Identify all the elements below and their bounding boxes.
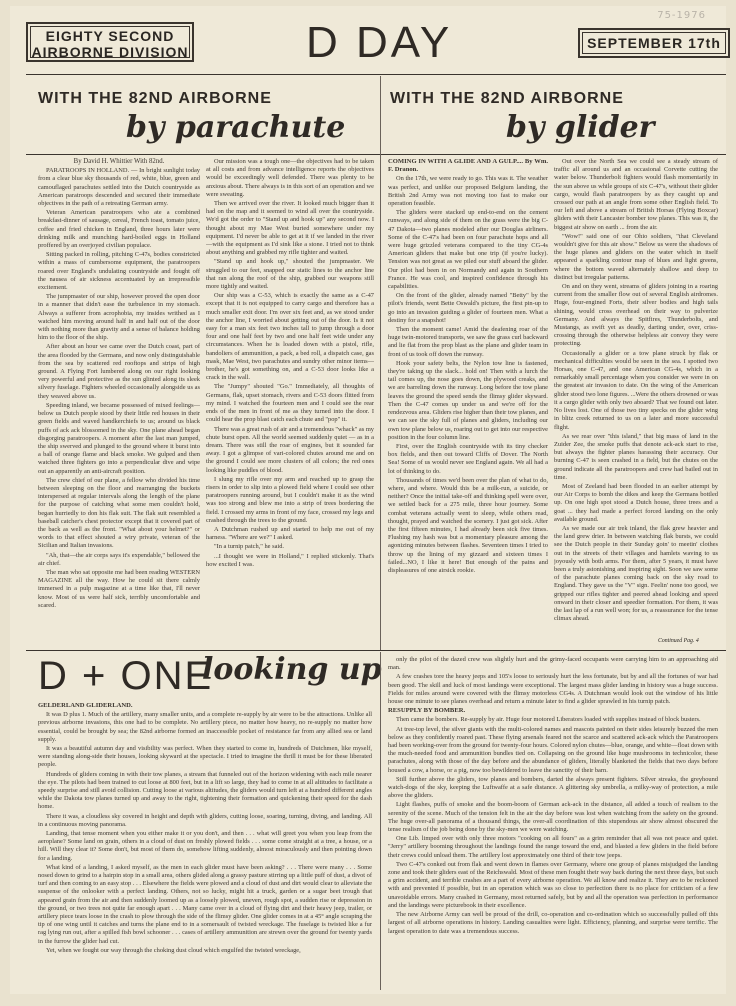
article-paragraph: Speeding inland, we became possessed of mixed feelings—below us Dutch people stood by their little red houses in their green fields and waved handkerchiefs to us; around us black puffs of ack ack blossomed in the sky. One plane ahead began disgorging paratroopers. A moment after the last man jumped, the ship swerved and plunged to the ground where it burst into a ball of orange flame and black smoke. We gulped and then watched three fighters go into a perpendicular dive and wipe out an apparently an anti-aircraft position. <box>38 401 200 475</box>
article-paragraph: only the pilot of the dazed crew was slightly hurt and the grimy-faced occupants were carrying him to an approaching aid man. <box>388 656 718 672</box>
parachute-kicker: WITH THE 82ND AIRBORNE <box>38 90 272 107</box>
page-title: D DAY <box>306 18 453 67</box>
article-paragraph: "Wow!" said one of our Ohio soldiers, "that Cleveland wouldn't give for this air show." Below us were the shadows of the huge planes and gliders on the water which in itself appeared a sparkling contour map of blues and light greens, where the bottom waved alternately shallow and deep to distinct but irregular patterns. <box>554 232 718 281</box>
continued-note: Continued Pag. 4 <box>658 638 699 644</box>
article-paragraph: After about an hour we came over the Dutch coast, part of the area flooded by the Germans, and now only distinguishable from the sea by scattered red rooftops and strips of high ground. A Flying Fort lumbered along on our right looking very powerful and protective as the sun glinted along its sleek silvery fuselage. Fighters wheeled occasionally alongside us as they weaved above us. <box>38 343 200 400</box>
article-paragraph: As we made our air trek inland, the flak grew heavier and the land grew drier. In between watching flak bursts, we could see the Dutch people in their Sunday goin' to meetin' clothes out in the streets of their villages and hamlets waving to us joyously with both arms. For them, after 5 years, it must have been a truly astonishing and inspiring sight. Soon we saw some of the parachute planes coming back on the sky road to England. They gave us the "V" sign. Feelin' none too good, we gripped our rifles tighter and peered ahead looking and speed onward in their closer and speedier formation. For them, it was the last lap of a run well won; for us, a reassurance for the tense climax ahead. <box>554 524 718 623</box>
section-divider <box>380 76 381 650</box>
glider-byline: COMING IN WITH A GLIDE AND A GULP.... By Wm. F. Dranon. <box>388 158 548 174</box>
parachute-byline: By David H. Whittier With 82nd. <box>73 158 165 165</box>
article-paragraph: What kind of a landing, I asked myself, as the men in each glider must have been asking? . . . There were many . . . Some nosed down to grind to a hairpin stop in a small area, others glided along a grassy pasture stirring up a little puff of dust, a divot of turf and then coming to an easy stop . . . Elsewhere the fields were plowed and a cloud of dust and dirt would clear to alleviate the suspense of the onlooker with a perfect landing. Others, not so lucky, might hit a truck, garden or a sugar beet trough that appeared grain from the air and then suddenly loomed up as a loosely plowed, uneven, rough spot, a sudden rise or depression in the ground, or two trees not quite far enough apart . . . Many came over in a cloud of flying dirt and their heavy jeep, trailer, or artillery piece tears loose in the crash to plow through the side of the flimsy glider. One glider comes in at a 45° angle scraping the tip of one wing until it catches and turns the plane end to in a somersault of twisted wreckage. The fuselage is twisted like a fur rag lying run out, after a spilled fish bowl schooner . . . cases of artillery ammunition are strewn over the ground for twenty yards in the furrow the glider had cut. <box>38 863 372 945</box>
article-paragraph: The new Airborne Army can well be proud of the drill, co-operation and co-ordination which so successfully pulled off this largest of all airborne operations in history. Landing casualties were light. Efficiency, planning, and surprise were terrific. The largest operation to date was a tremendous success. <box>388 911 718 935</box>
glider-kicker: WITH THE 82ND AIRBORNE <box>390 90 624 107</box>
article-paragraph: Out over the North Sea we could see a steady stream of traffic all around us and an occasional Corvette cutting the water below. Thunderbolt fighters would flash momentarily in the sun above us while groups of six C-47's, without their glider cargo, would flash paratroopers by as they caught up and crossed our path at an angle from some other English field. To our left and above a stream of British Horsas (Flying Boxcar) gliders with their Lancaster bomber tow planes. This was it, the biggest air show on earth ... from the air. <box>554 158 718 231</box>
article-paragraph: Light flashes, puffs of smoke and the boom-boom of German ack-ack in the distance, all added a touch of realism to the serenity of the scene. Much of the tension felt in the air the day before was lost when watching from the safety on the ground. The huge over-all panorama of a thousand things, the over-all coordination of this stupendous air show almost obscured the tense realism of the job being done by the sky-men we were watching. <box>388 801 718 834</box>
article-paragraph: First, over the English countryside with its tiny checker box fields, and then out toward Cliffs of Dover. The North Sea! Some of us would never see England again. We all had a lot of thinking to do. <box>388 442 548 475</box>
division-line-1: EIGHTY SECOND <box>45 28 175 44</box>
date-box: SEPTEMBER 17th <box>578 28 730 58</box>
article-paragraph: Sitting packed in rolling, pitching C-47s, bodies constricted within a mass of cumbersome equipment, the paratroopers roared over England's undulating countryside and fought off the nausea of air sickness accentuated by an irrepressible excitement. <box>38 251 200 292</box>
glider-column-2 <box>554 158 718 638</box>
division-line-2: AIRBORNE DIVISION <box>31 44 189 60</box>
article-paragraph: A few crashes tore the heavy jeeps and 105's loose to seriously hurt the less fortunate, but by and all the fortunes of war had been good. The skill and luck of most landings were exceptional. The largest mass glider landing in history was a huge success. Fields for miles around were covered with the flimsy motorless CG4s. A Dutchman would look out the window of his little house one minute to see planes overhead and return a minute later to find a glider sprawled in his turnip patch. <box>388 673 718 706</box>
bottom-divider <box>380 652 381 990</box>
article-paragraph: As we rear over "this island," that big mass of land in the Zuider Zee, the smoke puffs that denote ack-ack start to rise, but always the fighter planes harassing their accuracy. Our burning C-47 is seen crashed in a field, but the chutes on the ground indicate all the paratroopers and crew had bailed out in time. <box>554 432 718 481</box>
article-paragraph: A Dutchman rushed up and started to help me out of my harness. "Where are we?" I asked. <box>206 525 374 542</box>
parachute-column-2 <box>206 158 374 648</box>
parachute-headline: by parachute <box>126 110 346 145</box>
article-paragraph: There was a great rush of air and a tremendous "whack" as my chute burst open. All the world seemed suddenly quiet — as in a dream. There was still the roar of engines, but it sounded far away. I got a glimpse of vari-colored chutes around me and on the ground I could see more clusters of all colors; the red ones looking like puddles of blood. <box>206 425 374 474</box>
article-paragraph: ...I thought we were in Holland," I replied stickenly. That's how excited I was. <box>206 552 374 568</box>
dplusone-column-1 <box>38 702 372 990</box>
article-paragraph: The crew chief of our plane, a fellow who divided his time between sleeping on the floor and rearranging the buckets interspersed at regular intervals along the length of the plane for the purpose of catching what some men couldn't hold, began hurriedly to don his flak suit. The flak suit resembled a baseball catcher's chest protector except that it covered part of the back as well as the front. "What about your helmet?" or words to that effect shouted a wiry private, veteran of the Sicilian and Italian invasions. <box>38 476 200 550</box>
article-paragraph: PARATROOPS IN HOLLAND. — In bright sunlight today from a clear blue sky thousands of red, white, blue, green and camouflaged parachutes settled into the Dutch countryside as American paratroops descended and secured their immediate objectives in the path of a retreating German army. <box>38 167 200 208</box>
article-paragraph: The "Jumpy" shouted "Go." Immediately, all thoughts of Germans, flak, upset stomach, rivers and C-53 doors flitted from my mind. I watched the fourteen men and I could see the rear ends of the men in front of me as they turned into the door. I could hear the prop blast catch each chute and "pop" it. <box>206 383 374 424</box>
dplusone-dateline: GELDERLAND GLIDERLAND. <box>38 702 133 709</box>
article-paragraph: At tree-top level, the silver giants with the multi-colored names and mascots painted on their sides leisurely buzzed the men below as they confidently roared past. These flying arsenals feared not the scarce and scattered ack-ack which the Paratroopers had been working-over from the ground for twenty-four hours. Colored nylon chutes—blue, orange, and white—float down with the much-needed food and ammunition bundles tied on. Collapsing on the ground like huge mushrooms in technicolor, these parachutes, along with those of the day before and the abundance of gliders, literally blanketed the fields that two days before housed a cow, a horse, or a pig, now too bewildered to leave the sanctity of their barn. <box>388 725 718 774</box>
article-paragraph: "Ah, that—the air corps says it's expendable," bellowed the air chief. <box>38 551 200 567</box>
masthead-rule <box>26 74 726 75</box>
article-paragraph: Hook your safety belts, the Nylon tow line is fastened, they're taking up the slack... hold on! Then with a lurch the tail comes up, the nose goes down, the plywood creaks, and we are barreling down the runway. Long before the tow plane leaves the ground the speed sends the flimsy glider skyward. Then the C-47 comes up under us and we're off for the rendezvous area. Gliders rise higher than their tow planes, and we can see the sky full of planes and gliders, including our own tow plane below us, roaring out to get into our respective position in the four column line. <box>388 359 548 441</box>
division-box <box>26 22 194 62</box>
dplusone-heading: D + ONE <box>38 654 214 698</box>
article-paragraph: Still further above the gliders, tow planes and bombers, darted the always present fighters. Silver streaks, the greyhound watch-dogs of the sky, keeping the Luftwaffe at a safe distance. A glittering sky umbrella, a milky-way of protection, a mile above the gliders. <box>388 775 718 800</box>
article-paragraph: Hundreds of gliders coming in with their tow planes, a stream that funneled out of the horizon widening with each mile nearer the eye. The pilots had been trained to cut loose at 800 feet, but in a lift so large, they had to come in at all altitudes to facilitate a speedy surprise and still avoid collision. Cutting loose at various altitudes, the gliders would turn left at a hundred different angles while the Dakota tow planes turned up and away to the right, tightening their formation and quickening their speed for the dash home. <box>38 770 372 811</box>
article-paragraph: Landing, that tense moment when you either make it or you don't, and then . . . what will greet you when you leap from the aeroplane? Some land on grain, others in a cloud of dust on freshly plowed fields . . . some come straight at a tree, a house, or a hill. Will they clear it? Some don't, but most of them do, somehow lifting suddenly, almost miraculously and then pointing down for a landing. <box>38 830 372 862</box>
dplusone-column-2 <box>388 656 718 990</box>
glider-column-1 <box>388 158 548 648</box>
article-paragraph: "Stand up and hook up," shouted the jumpmaster. We struggled to our feet, snapped our static lines to the anchor line that ran along the roof of the ship, grabbed our weapons still more tightly and waited. <box>206 258 374 291</box>
article-paragraph: Then the moment came! Amid the deafening roar of the huge twin-motored transports, we saw the grass curl backward and lie flat from the prop blast as the plane and glider team in front of us took off down the runway. <box>388 326 548 358</box>
article-paragraph: Yet, when we fought our way through the choking dust cloud which engulfed the twisted wreckage, <box>46 946 301 954</box>
dplusone-subhead: RESUPPLY BY BOMBER. <box>388 707 466 715</box>
section-rule-bottom <box>26 650 726 651</box>
dplusone-headline: looking up <box>202 652 382 687</box>
article-paragraph: Veteran American paratroopers who ate a combined breakfast-dinner of sausage, cereal, French toast, tomato juice, coffee and fried chicken in England, three hours later were drinking milk and munching hard-boiled eggs in Holland proffered by an overjoyed civilian populace. <box>38 209 200 250</box>
article-paragraph: Our ship was a C-53, which is exactly the same as a C-47 except that it is not equipped to carry cargo and therefore has a much smaller exit door. I'm over six feet and, as we stood under the anchor line, I worried about getting out of the door. Is it not easy for a man six feet two inches tall to jump through a door four and one half feet by two and one half feet wide under any circumstances. When he is loaded down with a pistol, rifle, bandoliers of ammunition, a pack, a bed roll, a dispatch case, gas mask, Mae West, two parachutes and sundry other minor items—brother, he's got something on, and a C-53 door looks like a crack in the wall. <box>206 292 374 382</box>
article-paragraph: Then came the bombers. Re-supply by air. Huge four motored Liberators loaded with supplies instead of block busters. <box>396 716 701 724</box>
article-paragraph: Two C-47's conked out from flak and went down in flames over Germany, where one group of planes misjudged the landing zone and took their gliders east of the Reichswald. Most of these men fought their way back during the next three days, but such a grim accident, and terrible crashes are a part of every airborne operation. We all know and realize it. They are to be reckoned with and prevented if possible, but in an operation which was so close to perfection there is no place for criticism of a few unavoidable errors. Many crashed in Germany, most returned safely, but by and all the operation was perfection in performance and the landings were picturebook in their excellence. <box>388 860 718 909</box>
newspaper-page <box>10 6 726 994</box>
article-paragraph: Our mission was a tough one—the objectives had to be taken at all costs and from advance intelligence reports the objectives would be exceedingly well defended. There was plenty to be anxious about. There always is in this sort of an operation and we were sweating. <box>206 158 374 198</box>
article-paragraph: I slung my rifle over my arm and reached up to grasp the risers in order to slip into a plowed field where I could see other paratroopers running around, but I couldn't make it as the wind was too strong and blew me into a strip of trees bordering the field. I crossed my arms in front of my face, crossed my legs and crashed through the trees to the ground. <box>206 475 374 524</box>
archive-stamp: 75-1976 <box>657 10 706 21</box>
parachute-column-1 <box>38 158 200 648</box>
glider-headline: by glider <box>506 110 655 145</box>
article-paragraph: "In a turnip patch," he said. <box>214 543 284 551</box>
article-paragraph: It was D plus 1. Much of the artillery, many smaller units, and a complete re-supply by air were to be the attractions. Unlike all previous airborne invasions, this one had to be complete. No artillery piece, no matter how heavy, no re-supply no matter how essential, could be brought by sea; the 82nd airborne formed an inaccessible pocket of resistance far from any allied sea or land supply. <box>38 711 372 743</box>
article-paragraph: On the front of the glider, already named "Betty" by the pilot's friends, went Bette Oswald's picture, the first pin-up to go into an invasion guiding a glider of fourteen men. What a destiny for a snapshot! <box>388 292 548 324</box>
section-rule-top <box>26 154 726 155</box>
article-paragraph: On the 17th, we were ready to go. This was it. The weather was perfect, and unlike our proposed Belgium landing, the British 2nd Army was not moving too fast to make our operation feasible. <box>388 175 548 208</box>
article-paragraph: The gliders were stacked up end-to-end on the cement runways, and along side of them on the grass were the big C-47 Dakota—two planes modeled after our Douglas airliners. Some of the C-47's had been on four parachute hops and all were huge grizzled veterans compared to the tiny CG-4s American gliders that make but one trip (if you're lucky). Tension was not great as we piled our stuff aboard the glider. Our pilot had been in on Normandy and again in Southern France. He was cool, and inspired confidence through his capabilities. <box>388 209 548 291</box>
article-paragraph: The jumpmaster of our ship, however proved the open door in a manner that didn't ease the turbulence in my stomach. Always a sufferer from acrophobia, my insides writhed as I watched him moving around half in and half out of the door with nothing more than gravity and a sense of balance holding him to the floor of the ship. <box>38 293 200 342</box>
article-paragraph: Thousands of times we'd been over the plan of what to do, where, and where. Would this be a milk-run, a suicide, or neither? Once the initial take-off and thinking spell were over, we settled back for a 275 mile, three hour journey. Some combat veterans actually went to sleep, while others read, thought, prayed and watched the scenery. I just got sick. After the first fifteen minutes, I had already been sick five times. Flushing my hash was but a momentary pleasure among the agonizing minutes between flashes. Seventeen times I tried to throw up the lining of my gizzard and sixteen times I failed...NO, I like it here! But enough of the pains and displeasures of one airsick rookie. <box>388 476 548 574</box>
article-paragraph: The man who sat opposite me had been reading WESTERN MAGAZINE all the way. How he could sit there calmly immersed in a pulp magazine at a time like that, I'll never know. Most of us were half sick, terribly uncomfortable and scared. <box>38 568 200 609</box>
article-paragraph: Most of Zeeland had been flooded in an earlier attempt by our Air Corps to bomb the dikes and keep the Germans bottled up. On one high spot stood a Dutch house, three trees and a goat ... they had made a perfect forced landing on the only available ground. <box>554 482 718 523</box>
article-paragraph: It was a beautiful autumn day and visibility was perfect. When they started to come in, hundreds of Dutchmen, like myself, were standing along-side their houses, looking skyward at the spectacle. I tried to imagine the thrill it must be for these liberated people. <box>38 745 372 769</box>
article-paragraph: Then we arrived over the river. It looked much bigger than it had on the map and it seemed to wind all over the countryside. We'd got the order to "Stand up and hook up" any second now. I thought about my Mae West buried somewhere under my equipment. I'd never be able to get at it if we landed in the river—with the equipment as I'd sink like a stone. I tried not to think about anything and grabbed my rifle tighter and waited. <box>206 200 374 257</box>
article-paragraph: On and on they went, streams of gliders joining in a roaring current from the smaller flow out of several English airdromes. Huge, four-engined Forts, their silver bodies and high tails shining, would cross overhead on their way to pulverize Germany. And always the Spitfires, Thunderbolts, and Mustangs, as swift yet as deadly, darting under, over, criss-crossing through the otherwise helpless air convoy they were protecting. <box>554 283 718 348</box>
article-paragraph: One Lib. limped over with only three motors "cooking on all fours" as a grim reminder that all was not peace and quiet. "Jerry" artillery booming throughout the landings found the range toward the end, and blasted a few gliders in the field before their crews could unload them. The artillery lost approximately one third of their tow jeeps. <box>388 835 718 859</box>
article-paragraph: There it was, a cloudless sky covered in height and depth with gliders, cutting loose, soaring, turning, diving, and landing. All in a continuous moving panorama. <box>38 812 372 828</box>
article-paragraph: Occasionally a glider or a tow plane struck by flak or mechanical difficulties would be seen in the sea. I spotted two Horsas, one C-47, and one American CG-4s, which in a remarkably small percentage when you consider we were in on the greatest air invasion to date. On the wing of the American glider stood two lone figures. ...Were the others drowned or was it a cargo glider with only two aboard? That we found out later. No lives lost. One of those two tiny specks on the glider wing in blitz creek returned to us on a later and more successful flight. <box>554 349 718 431</box>
